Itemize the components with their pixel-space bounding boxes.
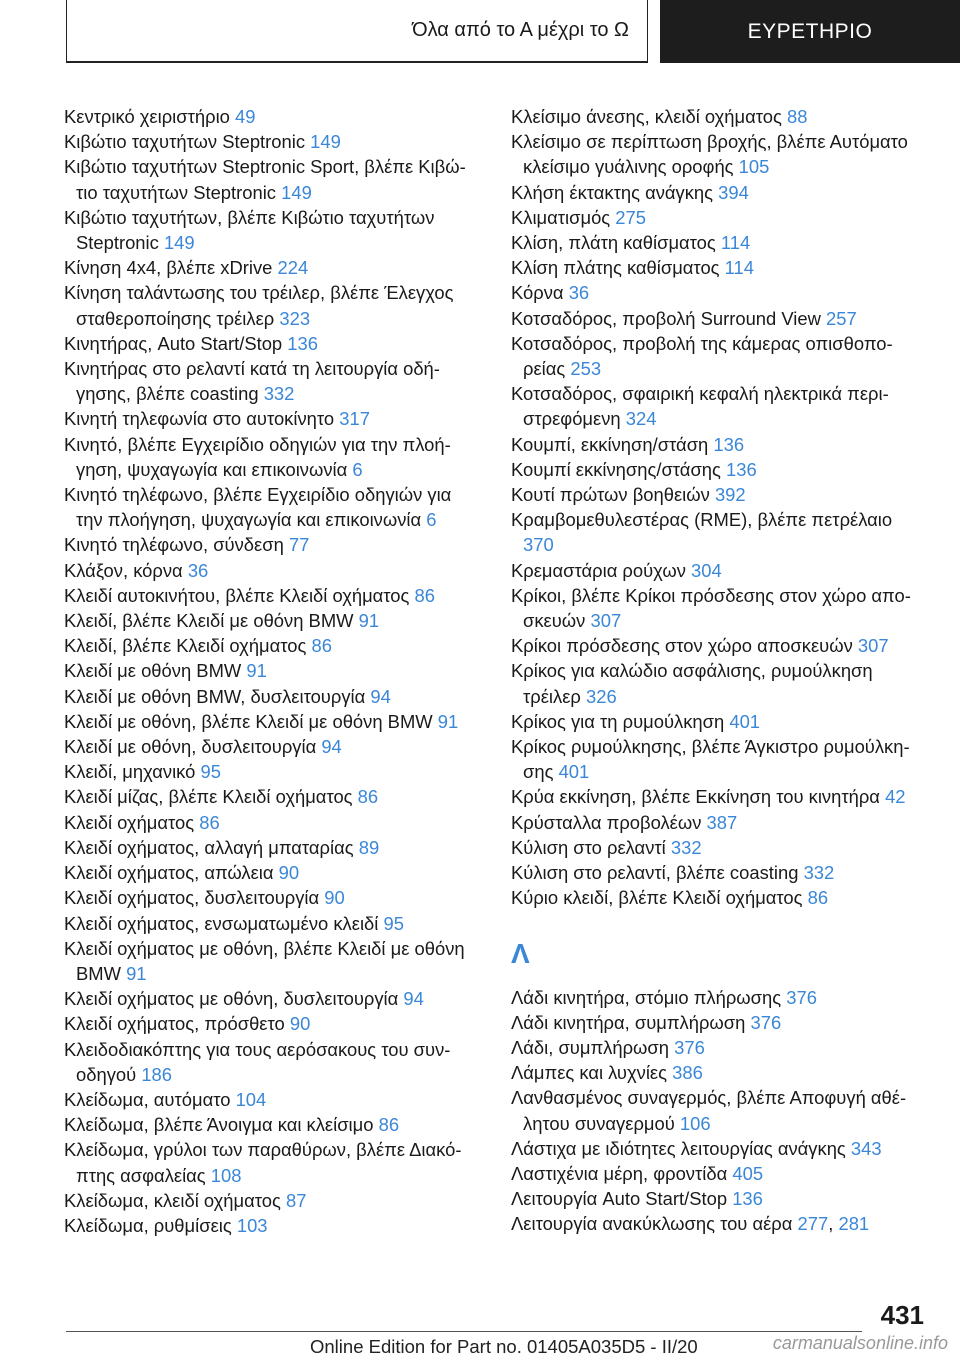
index-entry xyxy=(64,356,474,406)
index-entry xyxy=(64,1037,474,1087)
index-entry xyxy=(511,331,921,381)
index-entry-text: Κρίκοι πρόσδεσης στον χώρο αποσκευών xyxy=(511,635,853,657)
index-entry-text: Λάμπες και λυχνίες xyxy=(511,1062,667,1084)
index-entry-text: Κλείδωμα, αυτόματο xyxy=(64,1088,231,1110)
index-entry xyxy=(511,432,921,457)
index-entry-text: Λάδι κινητήρα, στόμιο πλήρωσης xyxy=(511,986,782,1008)
page-link[interactable]: 307 xyxy=(590,610,622,632)
index-entry xyxy=(64,608,474,633)
index-entry xyxy=(511,255,921,280)
index-entry-text: Κλειδί, βλέπε Κλειδί οχήματος xyxy=(64,635,307,657)
index-entry-text: Κινητό, βλέπε Εγχειρίδιο οδηγιών για την πλοήγηση, ψυχαγωγία και επικοινωνία xyxy=(64,433,451,480)
page-link[interactable]: 88 xyxy=(786,106,808,127)
index-entry-text: Λάδι, συμπλήρωση xyxy=(511,1036,669,1058)
index-entry-text: Κλειδί, βλέπε Κλειδί με οθόνη BMW xyxy=(64,610,354,632)
page-link[interactable]: 86 xyxy=(199,811,220,833)
index-entry xyxy=(64,684,474,709)
page-link[interactable]: 91 xyxy=(246,660,267,682)
page-link[interactable]: 86 xyxy=(311,635,332,657)
page-link[interactable]: 394 xyxy=(718,181,749,203)
index-entry-text: Κλιματισμός xyxy=(511,206,611,228)
index-entry xyxy=(64,1213,474,1238)
page-link[interactable]: 317 xyxy=(339,408,370,430)
index-entry xyxy=(511,1035,921,1060)
index-entry-text: Κουμπί εκκίνησης/στάσης xyxy=(511,458,721,480)
index-entry-text: Κρίκος ρυμούλκησης, βλέπε Άγκιστρο ρυμούλκησης xyxy=(511,736,910,783)
index-entry xyxy=(64,885,474,910)
page-link[interactable]: 304 xyxy=(691,559,722,581)
index-entry xyxy=(64,406,474,431)
index-entry-text: Κλειδί οχήματος xyxy=(64,811,195,833)
index-entry xyxy=(64,658,474,683)
index-entry-text: Κλειδί οχήματος, απώλεια xyxy=(64,862,274,884)
index-entry-text: Κλειδί μίζας, βλέπε Κλειδί οχήματος xyxy=(64,786,353,808)
index-entry xyxy=(64,810,474,835)
index-entry-text: Κρύα εκκίνηση, βλέπε Εκκίνηση του κινητήρα xyxy=(511,786,880,808)
page-link[interactable]: 86 xyxy=(357,786,379,808)
index-entry xyxy=(64,482,474,532)
index-entry-text: Κλήση έκτακτης ανάγκης xyxy=(511,181,714,203)
index-entry xyxy=(64,1188,474,1213)
index-entry xyxy=(511,457,921,482)
index-entry-text: Κλείσιμο σε περίπτωση βροχής, βλέπε Αυτόματο κλείσιμο γυάλινης οροφής xyxy=(511,131,908,178)
header-section-title-box xyxy=(66,0,648,63)
page-link[interactable]: 136 xyxy=(726,458,757,480)
index-entry xyxy=(511,860,921,885)
index-entry-text: Κλειδί οχήματος, δυσλειτουργία xyxy=(64,887,320,909)
index-entry xyxy=(511,985,921,1010)
index-entry-text: Κοτσαδόρος, προβολή Surround View xyxy=(511,307,821,329)
page-link[interactable]: 332 xyxy=(803,862,835,884)
page-link[interactable]: 36 xyxy=(568,282,590,304)
page-link[interactable]: 94 xyxy=(370,685,391,707)
index-entry xyxy=(511,205,921,230)
index-entry-text: Κιβώτιο ταχυτήτων, βλέπε Κιβώτιο ταχυτήτων Steptronic xyxy=(64,206,435,254)
page-link[interactable]: 86 xyxy=(414,584,435,606)
page-link[interactable]: 253 xyxy=(570,358,602,380)
index-entry-text: Κίνηση 4x4, βλέπε xDrive xyxy=(64,257,273,279)
index-entry xyxy=(511,734,921,784)
index-entry-text: Κλείδωμα, ρυθμίσεις xyxy=(64,1214,232,1236)
index-entry-text: Κρίκος για τη ρυμούλκηση xyxy=(511,710,725,732)
page-link[interactable]: 95 xyxy=(383,912,404,934)
index-entry xyxy=(511,558,921,583)
page-link[interactable]: 6 xyxy=(352,458,363,480)
page-link[interactable]: 136 xyxy=(287,332,318,354)
index-entry xyxy=(511,104,921,129)
index-entry-text: Κλειδί οχήματος με οθόνη, δυσλειτουργία xyxy=(64,988,399,1010)
index-entry-text: Κινητήρας στο ρελαντί κατά τη λειτουργία οδήγησης, βλέπε coasting xyxy=(64,358,440,405)
section-letter-heading: Λ xyxy=(511,937,530,969)
index-entry-text: Κύλιση στο ρελαντί, βλέπε coasting xyxy=(511,862,799,884)
index-entry xyxy=(511,1085,921,1135)
index-entry xyxy=(64,331,474,356)
page-link[interactable]: 114 xyxy=(720,232,751,254)
page-link[interactable]: 277 xyxy=(797,1213,829,1235)
index-entry-text: Λάδι κινητήρα, συμπλήρωση xyxy=(511,1011,746,1033)
page-link[interactable]: 91 xyxy=(126,962,147,984)
index-entry-text: Κιβώτιο ταχυτήτων Steptronic xyxy=(64,131,306,153)
index-entry-text: Κεντρικό χειριστήριο xyxy=(64,106,230,127)
page-link[interactable]: 323 xyxy=(279,307,311,329)
page-link[interactable]: 108 xyxy=(210,1164,242,1186)
page-link[interactable]: 332 xyxy=(670,836,702,858)
index-entry-text: Κινητό τηλέφωνο, σύνδεση xyxy=(64,534,284,556)
page-link[interactable]: 376 xyxy=(750,1011,782,1033)
index-entry xyxy=(511,482,921,507)
index-entry-text: Κρύσταλλα προβολέων xyxy=(511,811,702,833)
page-link[interactable]: 77 xyxy=(288,534,310,556)
page-link[interactable]: 392 xyxy=(714,484,746,506)
index-entry xyxy=(64,1087,474,1112)
index-entry-text: Κλείδωμα, γρύλοι των παραθύρων, βλέπε Διακόπτης ασφαλείας xyxy=(64,1139,462,1186)
index-entry xyxy=(64,532,474,557)
page-link[interactable]: 94 xyxy=(321,736,342,758)
index-entry xyxy=(511,633,921,658)
page-link[interactable]: 90 xyxy=(278,862,300,884)
page-link[interactable]: 91 xyxy=(437,710,459,732)
index-entry-text: Κίνηση ταλάντωσης του τρέιλερ, βλέπε Έλεγχος σταθεροποίησης τρέιλερ xyxy=(64,282,454,329)
index-entry-text: Κλειδί με οθόνη BMW, δυσλειτουργία xyxy=(64,685,366,707)
page-link[interactable]: 49 xyxy=(235,106,256,127)
index-entry xyxy=(511,381,921,431)
index-entry-text: Κλειδί με οθόνη BMW xyxy=(64,660,242,682)
page-link[interactable]: 136 xyxy=(713,433,745,455)
page-link[interactable]: 86 xyxy=(807,887,829,909)
index-entry xyxy=(511,280,921,305)
page-link[interactable]: 87 xyxy=(285,1189,307,1211)
index-entry xyxy=(64,911,474,936)
page-link[interactable]: 376 xyxy=(674,1036,705,1058)
index-entry xyxy=(64,129,474,154)
index-entry-text: Λανθασμένος συναγερμός, βλέπε Αποφυγή αθέλητου συναγερμού xyxy=(511,1087,907,1134)
index-entry xyxy=(511,1010,921,1035)
index-entry xyxy=(511,810,921,835)
index-entry xyxy=(511,129,921,179)
index-entry xyxy=(511,658,921,708)
page-link[interactable]: 405 xyxy=(732,1162,764,1184)
page-link[interactable]: 36 xyxy=(187,559,209,581)
index-entry xyxy=(64,784,474,809)
index-entry-text: Κλειδί, μηχανικό xyxy=(64,761,196,783)
index-entry xyxy=(64,255,474,280)
index-entry-text: Κουτί πρώτων βοηθειών xyxy=(511,484,710,506)
index-entry xyxy=(511,1161,921,1186)
index-entry-text: Λειτουργία ανακύκλωσης του αέρα xyxy=(511,1213,793,1235)
index-entry xyxy=(64,986,474,1011)
page-link[interactable]: 257 xyxy=(826,307,857,329)
page-link[interactable]: 86 xyxy=(378,1114,400,1136)
page-link[interactable]: 186 xyxy=(141,1063,172,1085)
header-index-tab[interactable] xyxy=(660,0,960,63)
index-entry xyxy=(64,835,474,860)
page-link[interactable]: 89 xyxy=(358,836,380,858)
page-link[interactable]: 224 xyxy=(277,257,309,279)
index-entry-text: Κρεμαστάρια ρούχων xyxy=(511,559,686,581)
page-link[interactable]: 149 xyxy=(310,131,341,153)
page-link[interactable]: 105 xyxy=(738,156,770,178)
index-entry xyxy=(64,936,474,986)
page-link[interactable]: 104 xyxy=(235,1088,267,1110)
index-entry xyxy=(64,558,474,583)
index-entry-text: Κλάξον, κόρνα xyxy=(64,559,183,581)
page-link[interactable]: 386 xyxy=(672,1062,703,1084)
index-entry-text: Κρίκος για καλώδιο ασφάλισης, ρυμούλκηση τρέιλερ xyxy=(511,660,873,707)
page-link[interactable]: 94 xyxy=(403,988,424,1010)
page-link[interactable]: 307 xyxy=(857,635,889,657)
index-entry-text: Κλειδοδιακόπτης για τους αερόσακους του συνοδηγού xyxy=(64,1038,451,1085)
page-link[interactable]: 42 xyxy=(885,786,906,808)
index-entry-text: Κύλιση στο ρελαντί xyxy=(511,836,666,858)
index-entry xyxy=(511,1060,921,1085)
index-entry-text: Κλειδί αυτοκινήτου, βλέπε Κλειδί οχήματος xyxy=(64,584,410,606)
index-entry xyxy=(64,583,474,608)
index-entry xyxy=(511,784,921,809)
index-entry xyxy=(511,306,921,331)
index-entry-text: Κλείσιμο άνεσης, κλειδί οχήματος xyxy=(511,106,782,127)
index-entry xyxy=(511,180,921,205)
page-link[interactable]: 343 xyxy=(850,1137,882,1159)
index-entry-text: Κρίκοι, βλέπε Κρίκοι πρόσδεσης στον χώρο αποσκευών xyxy=(511,584,911,632)
page-link[interactable]: 376 xyxy=(786,986,817,1008)
index-entry-text: Κοτσαδόρος, σφαιρική κεφαλή ηλεκτρικά περιστρεφόμενη xyxy=(511,383,889,430)
index-entry-text: Κινητή τηλεφωνία στο αυτοκίνητο xyxy=(64,408,335,430)
index-entry xyxy=(511,835,921,860)
index-entry xyxy=(64,759,474,784)
index-column-left xyxy=(64,104,474,1238)
index-entry-text: Λάστιχα με ιδιότητες λειτουργίας ανάγκης xyxy=(511,1137,846,1159)
index-entry xyxy=(64,633,474,658)
index-entry-text: Κόρνα xyxy=(511,282,564,304)
index-entry-text: Κλίση πλάτης καθίσματος xyxy=(511,257,720,279)
index-entry xyxy=(64,205,474,255)
index-entry xyxy=(511,1136,921,1161)
index-entry xyxy=(64,1112,474,1137)
index-entry-text: Κλειδί με οθόνη, δυσλειτουργία xyxy=(64,736,317,758)
page-link[interactable]: 90 xyxy=(324,887,345,909)
index-column-right xyxy=(511,104,921,1237)
index-entry xyxy=(511,885,921,910)
page-link[interactable]: 324 xyxy=(625,408,657,430)
index-entry-text: Κλείδωμα, κλειδί οχήματος xyxy=(64,1189,281,1211)
index-entry xyxy=(511,230,921,255)
index-entry-text: Κραμβομεθυλεστέρας (RME), βλέπε πετρέλαιο xyxy=(511,509,893,531)
page-link[interactable]: 90 xyxy=(289,1013,311,1035)
page-link[interactable]: 106 xyxy=(679,1112,711,1134)
page-link[interactable]: 103 xyxy=(236,1214,268,1236)
page-link[interactable]: 332 xyxy=(263,383,295,405)
index-entry-text: Κοτσαδόρος, προβολή της κάμερας οπισθοπορείας xyxy=(511,332,893,380)
page-link[interactable]: 275 xyxy=(615,206,646,228)
index-entry-text: Κλίση, πλάτη καθίσματος xyxy=(511,232,716,254)
index-entry xyxy=(511,507,921,557)
footer-edition: Online Edition for Part no. 01405A035D5 - II/20 xyxy=(310,1336,698,1357)
page-link[interactable]: 6 xyxy=(426,509,437,531)
index-entry-text: Κλείδωμα, βλέπε Άνοιγμα και κλείσιμο xyxy=(64,1114,374,1136)
index-entry-text: Κλειδί οχήματος, ενσωματωμένο κλειδί xyxy=(64,912,379,934)
index-entry-text: Κλειδί οχήματος, αλλαγή μπαταρίας xyxy=(64,836,354,858)
header-index-tab-label: ΕΥΡΕΤΗΡΙΟ xyxy=(747,19,873,43)
index-group-l xyxy=(511,985,921,1237)
page-link[interactable]: 95 xyxy=(200,761,221,783)
page-link[interactable]: 281 xyxy=(838,1213,870,1235)
index-group-k xyxy=(511,104,921,911)
index-entry-text: Κινητό τηλέφωνο, βλέπε Εγχειρίδιο οδηγιών για την πλοήγηση, ψυχαγωγία και επικοινωνία xyxy=(64,484,452,531)
index-entry: Λειτουργία ανακύκλωσης του αέρα 277, 281 xyxy=(511,1213,870,1235)
index-entry xyxy=(64,154,474,204)
index-entry xyxy=(511,709,921,734)
index-entry xyxy=(64,1137,474,1187)
page-link[interactable]: 114 xyxy=(724,257,754,279)
index-entry-text: Κινητήρας, Auto Start/Stop xyxy=(64,332,283,354)
index-entry-text: Κιβώτιο ταχυτήτων Steptronic Sport, βλέπε Κιβώτιο ταχυτήτων Steptronic xyxy=(64,156,466,203)
header-section-title: Όλα από το Α μέχρι το Ω xyxy=(412,19,629,41)
index-entry xyxy=(64,104,474,129)
page-link[interactable]: 401 xyxy=(729,710,761,732)
page-link[interactable]: 370 xyxy=(523,534,554,556)
page-link[interactable]: 326 xyxy=(586,685,617,707)
page-link[interactable]: 401 xyxy=(558,761,590,783)
page-link[interactable]: 91 xyxy=(358,610,380,632)
index-entry xyxy=(64,860,474,885)
page-number: 431 xyxy=(880,1300,924,1330)
index-entry xyxy=(64,734,474,759)
page-link[interactable]: 136 xyxy=(732,1188,763,1210)
index-entry-text: Λαστιχένια μέρη, φροντίδα xyxy=(511,1162,728,1184)
index-entry-text: Κλειδί οχήματος, πρόσθετο xyxy=(64,1013,285,1035)
index-entry-text: Κουμπί, εκκίνηση/στάση xyxy=(511,433,709,455)
watermark: carmanualsonline.info xyxy=(772,1333,948,1353)
index-entry xyxy=(64,709,474,734)
index-entry xyxy=(511,583,921,633)
page-link[interactable]: 387 xyxy=(706,811,738,833)
index-entry xyxy=(511,1186,921,1211)
page-link[interactable]: 149 xyxy=(281,181,312,203)
index-entry xyxy=(64,432,474,482)
index-entry xyxy=(64,280,474,330)
index-entry xyxy=(64,1011,474,1036)
index-entry-text: Κλειδί οχήματος με οθόνη, βλέπε Κλειδί με οθόνη BMW xyxy=(64,937,465,984)
footer-divider xyxy=(66,1331,862,1332)
index-entry-text: Λειτουργία Auto Start/Stop xyxy=(511,1188,728,1210)
index-entry-text: Κλειδί με οθόνη, βλέπε Κλειδί με οθόνη BMW xyxy=(64,710,433,732)
page-link[interactable]: 149 xyxy=(163,232,195,254)
index-entry-text: Κύριο κλειδί, βλέπε Κλειδί οχήματος xyxy=(511,887,803,909)
